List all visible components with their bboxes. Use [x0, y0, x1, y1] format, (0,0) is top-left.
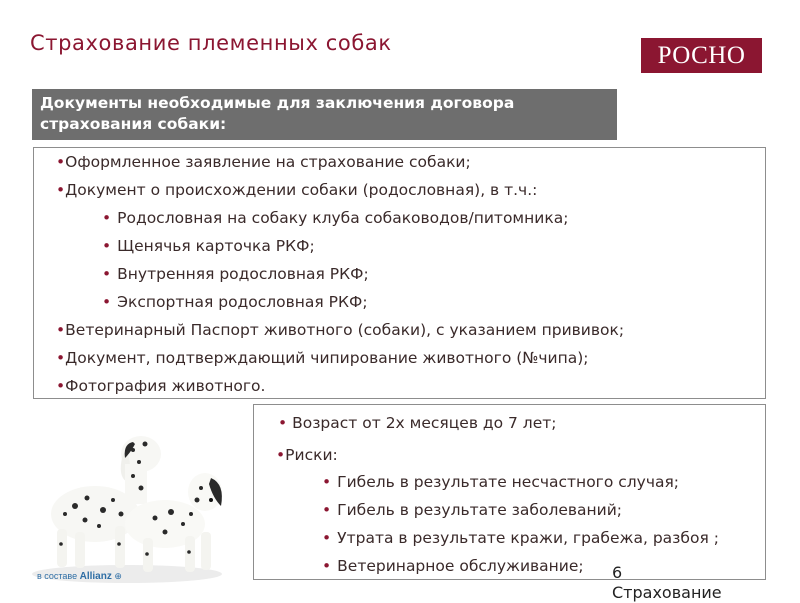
allianz-caption: в составе Allianz ⊕	[37, 571, 122, 582]
list-item: • Гибель в результате несчастного случая;	[322, 473, 680, 491]
list-item: • Ветеринарное обслуживание;	[322, 557, 584, 575]
page-caption: Страхование	[612, 583, 722, 602]
list-item: • Утрата в результате кражи, грабежа, разбоя ;	[322, 529, 719, 547]
dalmatian-puppies-illustration	[15, 414, 240, 589]
list-item: •Ветеринарный Паспорт животного (собаки), с указанием прививок;	[56, 321, 625, 339]
risks-label: •Риски:	[276, 446, 338, 464]
list-item: • Внутренняя родословная РКФ;	[102, 265, 369, 283]
list-item: • Щенячья карточка РКФ;	[102, 237, 315, 255]
list-item: •Документ, подтверждающий чипирование животного (№чипа);	[56, 349, 589, 367]
list-item: • Экспортная родословная РКФ;	[102, 293, 368, 311]
age-item: • Возраст от 2х месяцев до 7 лет;	[278, 414, 557, 432]
list-item: •Фотография животного.	[56, 377, 266, 395]
conditions-box	[253, 404, 766, 580]
list-item: •Документ о происхождении собаки (родословная), в т.ч.:	[56, 181, 538, 199]
list-item: • Гибель в результате заболеваний;	[322, 501, 623, 519]
list-item: • Родословная на собаку клуба собаководов/питомника;	[102, 209, 569, 227]
rosno-logo: РОСНО	[641, 38, 762, 73]
documents-box	[33, 147, 766, 399]
slide-title: Страхование племенных собак	[30, 31, 392, 55]
documents-heading: Документы необходимые для заключения договора страхования собаки:	[32, 89, 617, 140]
allianz-icon: ⊕	[114, 571, 122, 581]
list-item: •Оформленное заявление на страхование собаки;	[56, 153, 471, 171]
page-number: 6 Страхование	[612, 563, 722, 602]
